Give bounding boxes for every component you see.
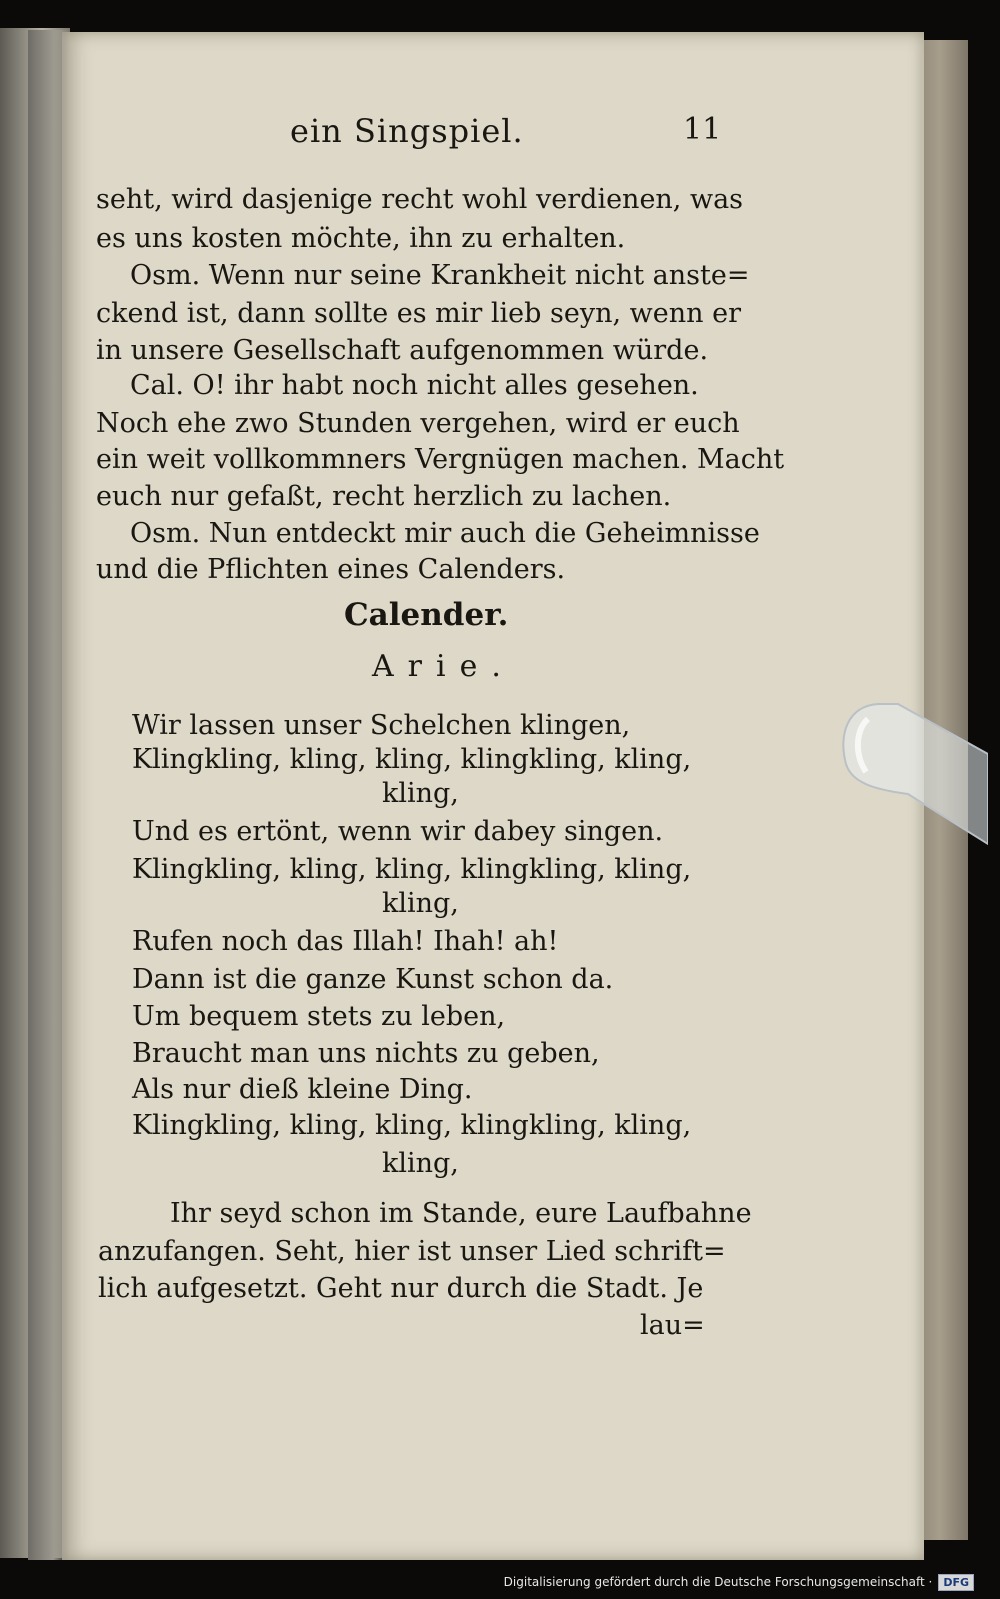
verse-line: Braucht man uns nichts zu geben,	[132, 1038, 600, 1069]
body-line: Ihr seyd schon im Stande, eure Laufbahne	[170, 1198, 752, 1229]
verse-line: kling,	[382, 888, 459, 919]
catchword: lau=	[640, 1310, 705, 1341]
body-line: seht, wird dasjenige recht wohl verdienen, was	[96, 184, 744, 215]
verse-line: Als nur dieß kleine Ding.	[132, 1074, 473, 1105]
body-line: und die Pflichten eines Calenders.	[96, 554, 566, 585]
gutter-shadow	[28, 30, 70, 1560]
body-line: Noch ehe zwo Stunden vergehen, wird er euch	[96, 408, 740, 439]
verse-line: Wir lassen unser Schelchen klingen,	[132, 710, 631, 741]
credit-text: Digitalisierung gefördert durch die Deutsche Forschungsgemeinschaft ·	[503, 1575, 933, 1589]
verse-line: kling,	[382, 1148, 459, 1179]
body-line: Cal. O! ihr habt noch nicht alles gesehen.	[130, 370, 699, 401]
speaker-heading: Calender.	[344, 597, 509, 633]
verse-line: Klingkling, kling, kling, klingkling, kling,	[132, 854, 692, 885]
running-head-title: ein Singspiel.	[290, 112, 524, 150]
verse-line: Klingkling, kling, kling, klingkling, kling,	[132, 1110, 692, 1141]
body-line: anzufangen. Seht, hier ist unser Lied schrift=	[98, 1236, 726, 1267]
body-line: ein weit vollkommners Vergnügen machen. Macht	[96, 444, 785, 475]
section-heading: Arie.	[372, 649, 515, 684]
body-line: euch nur gefaßt, recht herzlich zu lachen.	[96, 481, 672, 512]
body-line: in unsere Gesellschaft aufgenommen würde.	[96, 335, 709, 366]
dfg-logo: DFG	[938, 1574, 974, 1591]
verse-line: Um bequem stets zu leben,	[132, 1001, 506, 1032]
page-clip-image	[838, 694, 988, 864]
page-number: 11	[683, 112, 722, 147]
body-line: ckend ist, dann sollte es mir lieb seyn, wenn er	[96, 298, 741, 329]
verse-line: Rufen noch das Illah! Ihah! ah!	[132, 926, 559, 957]
verse-line: Und es ertönt, wenn wir dabey singen.	[132, 816, 664, 847]
body-line: lich aufgesetzt. Geht nur durch die Stadt. Je	[98, 1273, 704, 1304]
body-line: Osm. Wenn nur seine Krankheit nicht anste=	[130, 260, 750, 291]
body-line: Osm. Nun entdeckt mir auch die Geheimnisse	[130, 518, 760, 549]
verse-line: Dann ist die ganze Kunst schon da.	[132, 964, 614, 995]
body-line: es uns kosten möchte, ihn zu erhalten.	[96, 223, 626, 254]
verse-line: Klingkling, kling, kling, klingkling, kling,	[132, 744, 692, 775]
digitization-credit	[504, 1571, 974, 1593]
verse-line: kling,	[382, 778, 459, 809]
